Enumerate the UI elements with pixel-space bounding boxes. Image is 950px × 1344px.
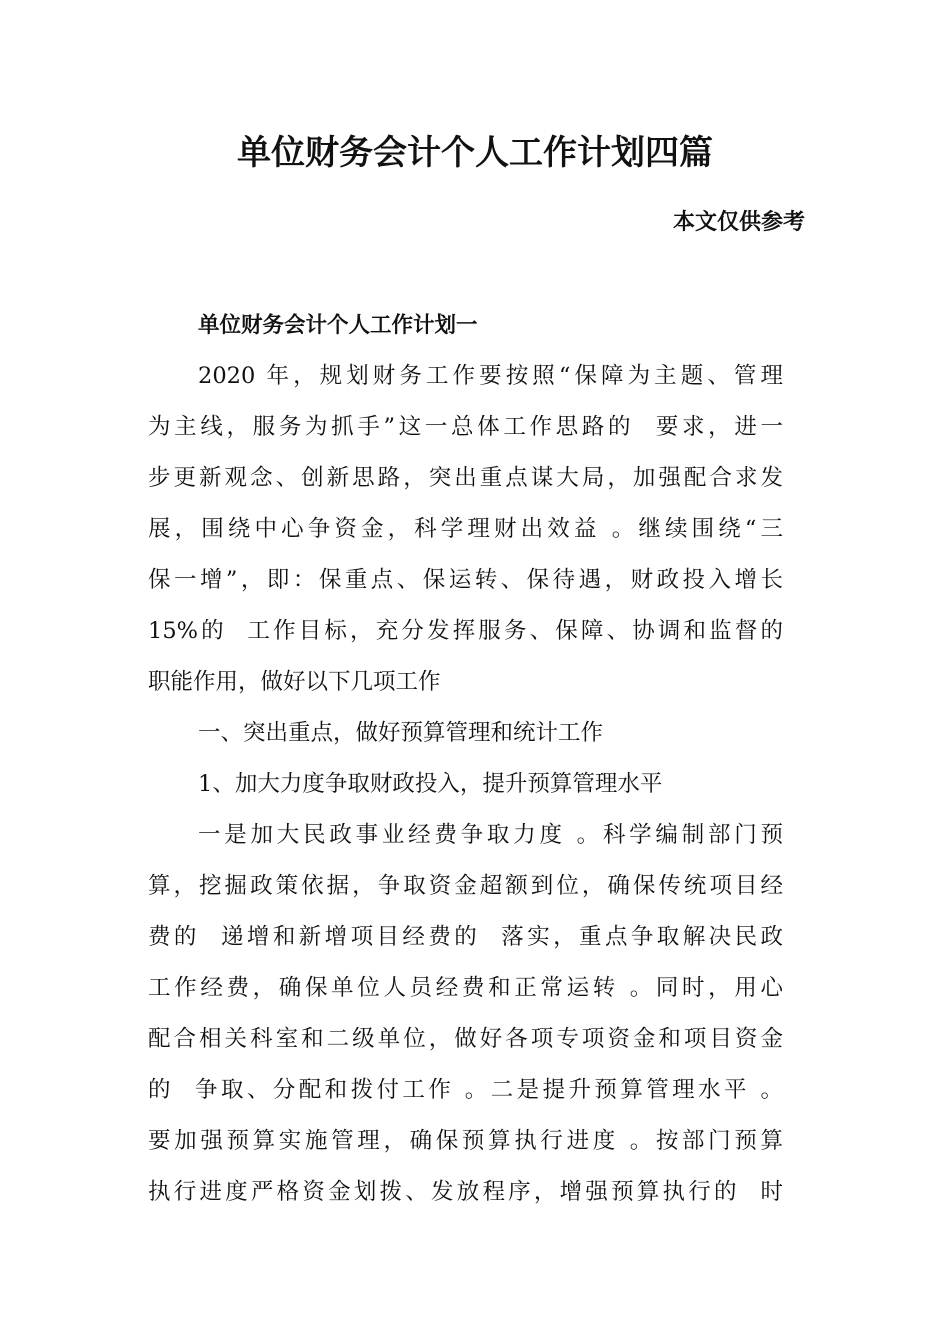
- document-body: [148, 300, 783, 1218]
- paragraph-line: 2020 年，规划财务工作要按照“保障为主题、管理: [198, 363, 783, 389]
- paragraph-line: 要加强预算实施管理，确保预算执行进度 。按部门预算: [148, 1128, 783, 1154]
- subsection-heading: 一、突出重点，做好预算管理和统计工作: [198, 720, 604, 746]
- document-title: 单位财务会计个人工作计划四篇: [237, 133, 713, 173]
- paragraph-line: 15%的 工作目标，充分发挥服务、保障、协调和监督的: [148, 618, 783, 644]
- paragraph-line: 配合相关科室和二级单位，做好各项专项资金和项目资金: [148, 1026, 783, 1052]
- reference-note: 本文仅供参考: [672, 210, 805, 235]
- subsection-heading: 1、加大力度争取财政投入，提升预算管理水平: [198, 771, 663, 797]
- paragraph-line: 展，围绕中心争资金，科学理财出效益 。继续围绕“三: [148, 516, 783, 542]
- paragraph-line: 算，挖掘政策依据，争取资金超额到位，确保传统项目经: [148, 873, 783, 899]
- paragraph-line: 执行进度严格资金划拨、发放程序，增强预算执行的 时: [148, 1179, 783, 1205]
- paragraph-line: 的 争取、分配和拨付工作 。二是提升预算管理水平 。: [148, 1077, 783, 1103]
- paragraph-line: 职能作用，做好以下几项工作: [148, 669, 441, 695]
- paragraph-line: 一是加大民政事业经费争取力度 。科学编制部门预: [198, 822, 783, 848]
- section-heading: 单位财务会计个人工作计划一: [198, 313, 478, 338]
- paragraph-line: 为主线，服务为抓手”这一总体工作思路的 要求，进一: [148, 414, 783, 440]
- paragraph-line: 工作经费，确保单位人员经费和正常运转 。同时，用心: [148, 975, 783, 1001]
- paragraph-line: 费的 递增和新增项目经费的 落实，重点争取解决民政: [148, 924, 783, 950]
- paragraph-line: 步更新观念、创新思路，突出重点谋大局，加强配合求发: [148, 465, 783, 491]
- paragraph-line: 保一增”，即：保重点、保运转、保待遇，财政投入增长: [148, 567, 783, 593]
